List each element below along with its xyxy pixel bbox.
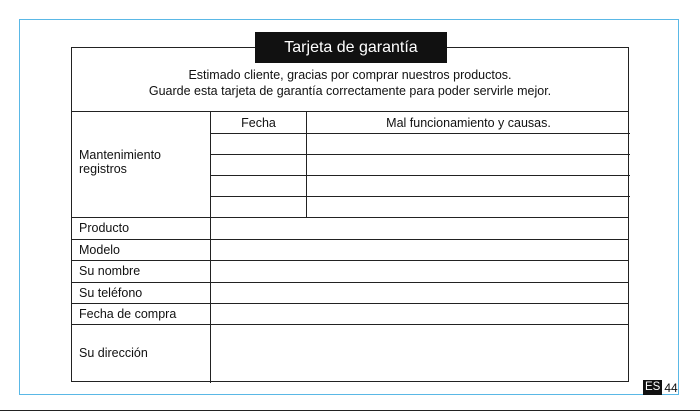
- language-badge: ES: [645, 381, 661, 393]
- column-header-issue: Mal funcionamiento y causas.: [386, 116, 551, 130]
- address-label: Su dirección: [79, 346, 148, 360]
- maintenance-label-line-2: registros: [79, 162, 127, 176]
- product-label: Producto: [79, 221, 130, 235]
- intro-line-1: Estimado cliente, gracias por comprar nuestros productos.: [188, 68, 512, 82]
- divider: [72, 282, 628, 283]
- warranty-card: [71, 47, 629, 382]
- intro-line-2: Guarde esta tarjeta de garantía correctamente para poder servirle mejor.: [148, 84, 552, 98]
- divider: [210, 154, 630, 155]
- purchase-date-label: Fecha de compra: [79, 307, 177, 321]
- divider: [210, 196, 630, 197]
- divider: [72, 239, 628, 240]
- divider: [72, 260, 628, 261]
- maintenance-label-line-1: Mantenimiento: [79, 148, 161, 162]
- column-divider: [210, 111, 211, 383]
- page-number: [643, 380, 678, 395]
- divider: [210, 175, 630, 176]
- divider: [210, 133, 630, 134]
- divider: [72, 303, 628, 304]
- page-number-value: 44: [664, 380, 678, 395]
- card-title: Tarjeta de garantía: [255, 32, 447, 63]
- column-header-date: Fecha: [241, 116, 276, 130]
- maintenance-records-label: [79, 148, 199, 176]
- phone-label: Su teléfono: [79, 286, 143, 300]
- intro-text: [72, 67, 628, 99]
- name-label: Su nombre: [79, 264, 141, 278]
- bottom-divider: [0, 410, 700, 411]
- divider: [72, 324, 628, 325]
- divider: [72, 111, 628, 112]
- model-label: Modelo: [79, 243, 120, 257]
- divider: [72, 217, 628, 218]
